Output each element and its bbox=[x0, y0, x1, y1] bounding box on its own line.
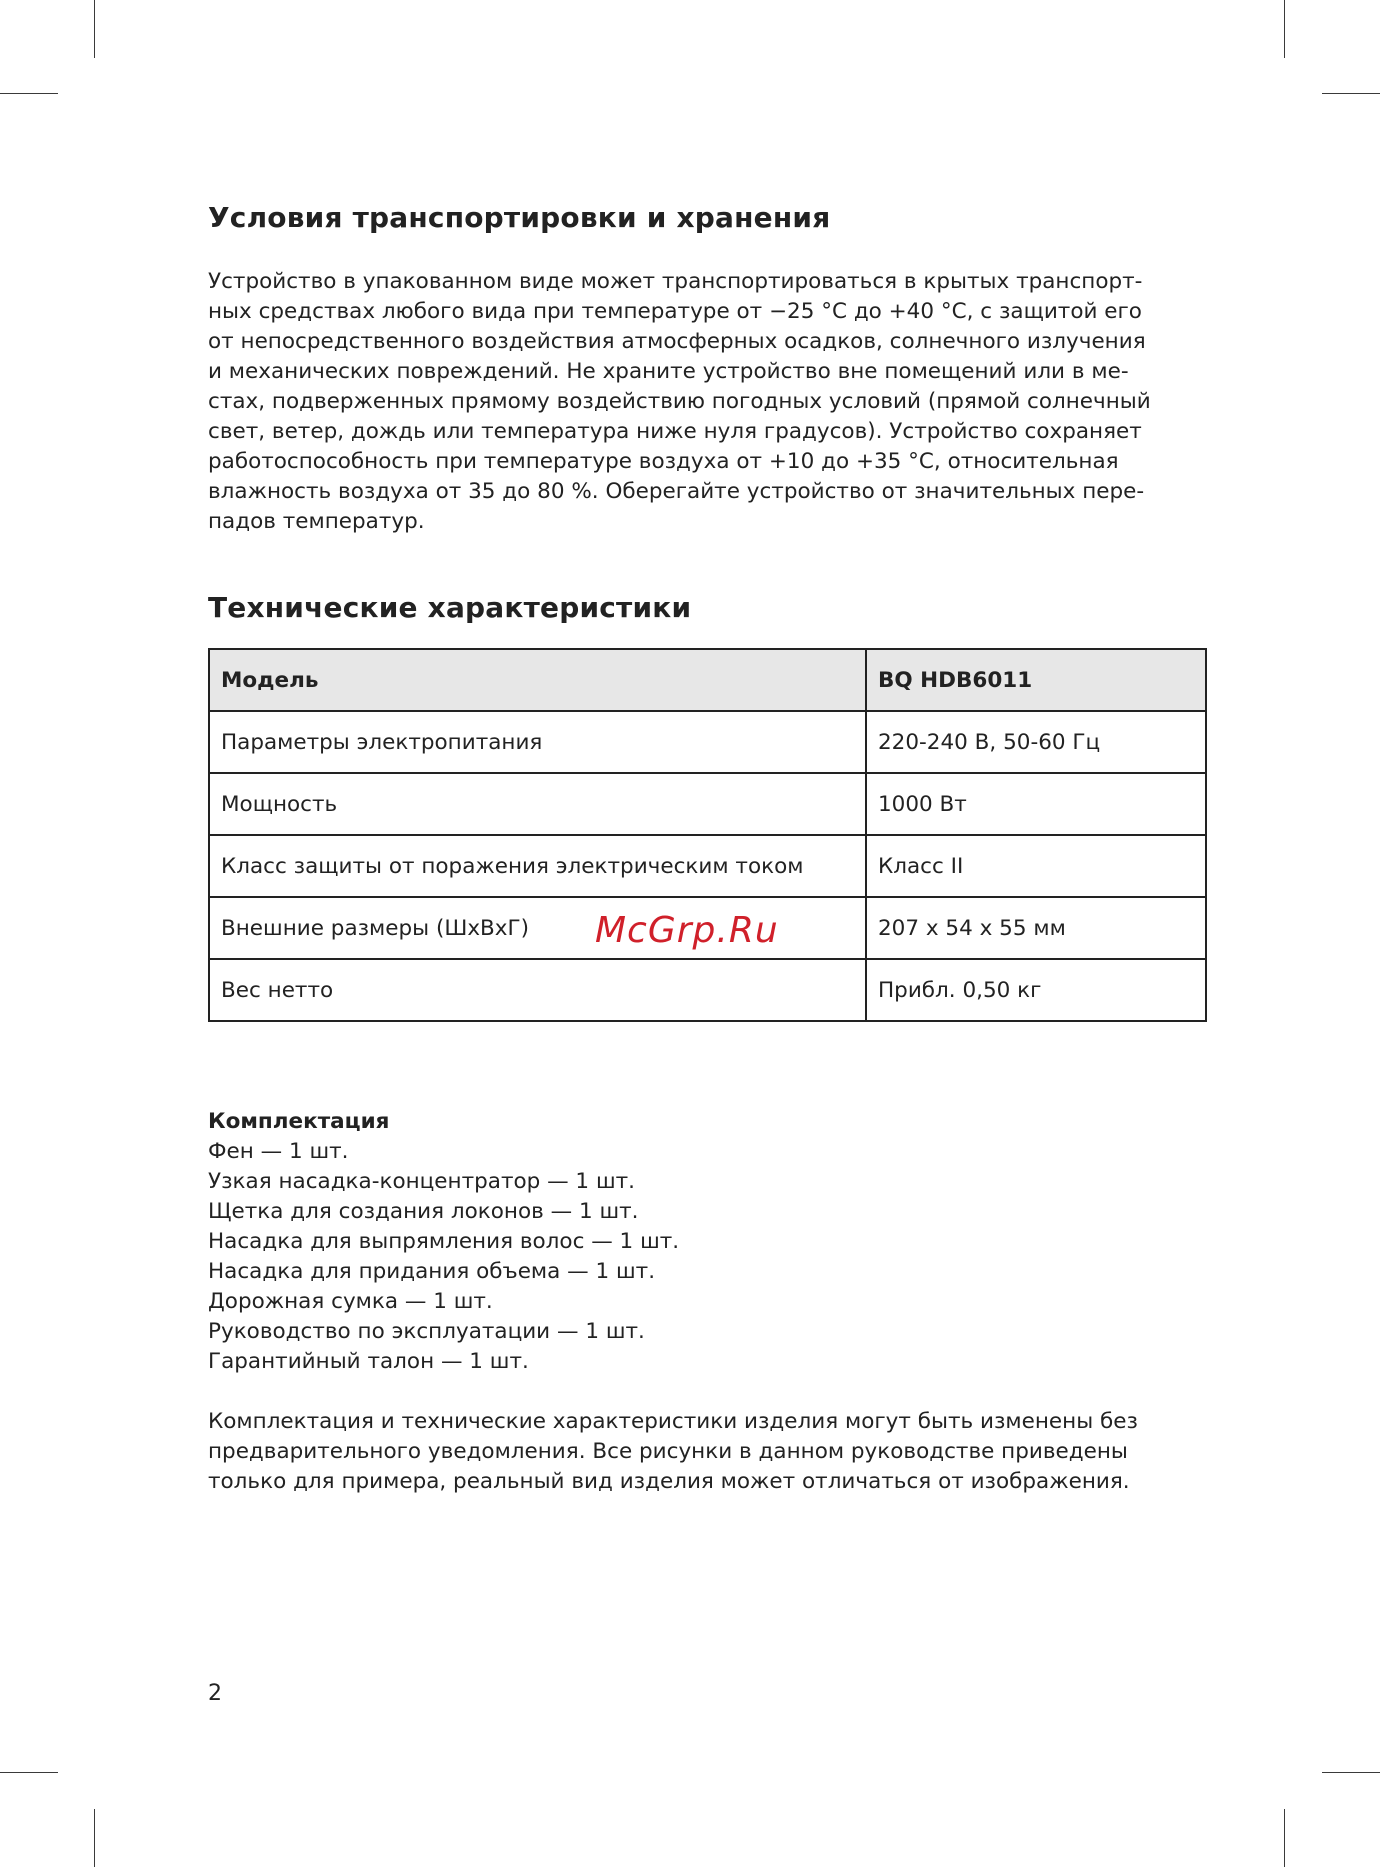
value-cell: Прибл. 0,50 кг bbox=[866, 959, 1206, 1021]
param-cell: Класс защиты от поражения электрическим током bbox=[209, 835, 866, 897]
paragraph-line: стах, подверженных прямому воздействию погодных условий (прямой солнечный bbox=[208, 389, 1151, 414]
crop-mark bbox=[1322, 93, 1380, 94]
paragraph-line: от непосредственного воздействия атмосферных осадков, солнечного излучения bbox=[208, 329, 1146, 354]
param-cell: Мощность bbox=[209, 773, 866, 835]
header-param-cell: Модель bbox=[209, 649, 866, 711]
header-value-cell: BQ HDB6011 bbox=[866, 649, 1206, 711]
watermark: McGrp.Ru bbox=[595, 910, 779, 951]
list-item: Фен — 1 шт. bbox=[208, 1139, 349, 1164]
list-item: Руководство по эксплуатации — 1 шт. bbox=[208, 1319, 645, 1344]
kit-list bbox=[208, 1107, 679, 1377]
param-cell: Вес нетто bbox=[209, 959, 866, 1021]
specs-title: Технические характеристики bbox=[208, 591, 692, 624]
crop-mark bbox=[1284, 0, 1285, 58]
transport-title: Условия транспортировки и хранения bbox=[208, 201, 831, 234]
specs-table bbox=[208, 648, 1207, 1022]
crop-mark bbox=[94, 1809, 95, 1867]
crop-mark bbox=[1284, 1809, 1285, 1867]
value-cell: 1000 Вт bbox=[866, 773, 1206, 835]
paragraph-line: и механических повреждений. Не храните устройство вне помещений или в ме- bbox=[208, 359, 1129, 384]
param-cell: Параметры электропитания bbox=[209, 711, 866, 773]
paragraph-line: предварительного уведомления. Все рисунки в данном руководстве приведены bbox=[208, 1439, 1128, 1464]
crop-mark bbox=[0, 1772, 58, 1773]
list-item: Щетка для создания локонов — 1 шт. bbox=[208, 1199, 639, 1224]
transport-paragraph bbox=[208, 267, 1151, 537]
paragraph-line: падов температур. bbox=[208, 509, 425, 534]
crop-mark bbox=[0, 93, 58, 94]
table-row bbox=[209, 959, 1206, 1021]
list-item: Насадка для придания объема — 1 шт. bbox=[208, 1259, 656, 1284]
paragraph-line: работоспособность при температуре воздуха от +10 до +35 °С, относительная bbox=[208, 449, 1119, 474]
table-header-row bbox=[209, 649, 1206, 711]
crop-mark bbox=[94, 0, 95, 58]
note-paragraph bbox=[208, 1407, 1138, 1497]
table-row bbox=[209, 835, 1206, 897]
paragraph-line: Комплектация и технические характеристики изделия могут быть изменены без bbox=[208, 1409, 1138, 1434]
param-cell: Внешние размеры (ШхВхГ) bbox=[209, 897, 866, 959]
value-cell: Класс II bbox=[866, 835, 1206, 897]
paragraph-line: влажность воздуха от 35 до 80 %. Оберегайте устройство от значительных пере- bbox=[208, 479, 1145, 504]
value-cell: 207 х 54 х 55 мм bbox=[866, 897, 1206, 959]
value-cell: 220-240 В, 50-60 Гц bbox=[866, 711, 1206, 773]
paragraph-line: свет, ветер, дождь или температура ниже нуля градусов). Устройство сохраняет bbox=[208, 419, 1142, 444]
list-item: Насадка для выпрямления волос — 1 шт. bbox=[208, 1229, 680, 1254]
list-item: Узкая насадка-концентратор — 1 шт. bbox=[208, 1169, 635, 1194]
table-row bbox=[209, 773, 1206, 835]
table-row bbox=[209, 711, 1206, 773]
kit-title: Комплектация bbox=[208, 1109, 390, 1134]
page-number: 2 bbox=[208, 1681, 222, 1706]
paragraph-line: Устройство в упакованном виде может транспортироваться в крытых транспорт- bbox=[208, 269, 1143, 294]
list-item: Дорожная сумка — 1 шт. bbox=[208, 1289, 493, 1314]
list-item: Гарантийный талон — 1 шт. bbox=[208, 1349, 529, 1374]
paragraph-line: ных средствах любого вида при температуре от −25 °С до +40 °С, с защитой его bbox=[208, 299, 1142, 324]
crop-mark bbox=[1322, 1772, 1380, 1773]
paragraph-line: только для примера, реальный вид изделия может отличаться от изображения. bbox=[208, 1469, 1130, 1494]
